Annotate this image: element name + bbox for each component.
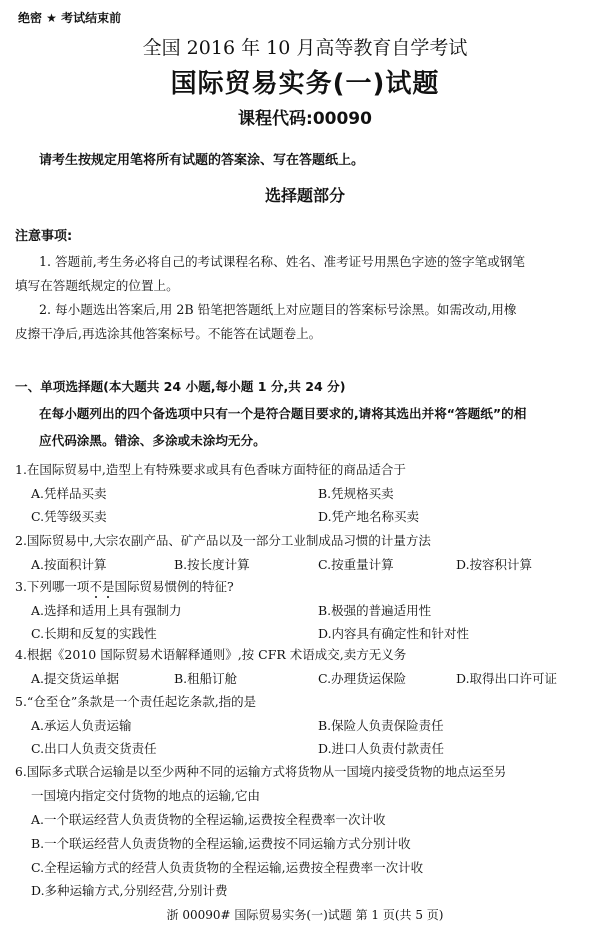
question-3-option-d: D.内容具有确定性和针对性 [318, 626, 470, 641]
question-3-stem [15, 577, 234, 595]
question-4-option-a: A.提交货运单据 [31, 671, 120, 686]
question-3-stem-part-a: 3.下列哪一项 [15, 579, 90, 594]
question-2-stem: 2.国际贸易中,大宗农副产品、矿产品以及一部分工业制成品习惯的计量方法 [15, 533, 431, 548]
question-3-stem-part-b: 国际贸易惯例的特征? [114, 579, 234, 594]
question-5-option-a: A.承运人负责运输 [31, 718, 132, 733]
secrecy-label: 绝密 ★ 考试结束前 [18, 11, 122, 25]
note-item-1-line2: 填写在答题纸规定的位置上。 [15, 278, 179, 293]
question-4-stem: 4.根据《2010 国际贸易术语解释通则》,按 CFR 术语成交,卖方无义务 [15, 647, 407, 662]
question-3-emphasis-2: 是 [101, 579, 115, 594]
question-5-option-b: B.保险人负责保险责任 [318, 718, 444, 733]
question-6-option-a: A.一个联运经营人负责货物的全程运输,运费按全程费率一次计收 [31, 812, 386, 827]
question-2-option-d: D.按容积计算 [456, 557, 533, 572]
note-item-1-line1: 1. 答题前,考生务必将自己的考试课程名称、姓名、准考证号用黑色字迹的签字笔或钢笔 [39, 254, 525, 269]
exam-title: 全国 2016 年 10 月高等教育自学考试 [142, 37, 468, 59]
question-2-option-a: A.按面积计算 [31, 557, 107, 572]
question-4-option-d: D.取得出口许可证 [456, 671, 558, 686]
paper-title: 国际贸易实务(一)试题 [170, 69, 440, 99]
question-2-option-b: B.按长度计算 [174, 557, 250, 572]
question-1-option-d: D.凭产地名称买卖 [318, 509, 420, 524]
question-1-option-b: B.凭规格买卖 [318, 486, 394, 501]
question-6-option-c: C.全程运输方式的经营人负责货物的全程运输,运费按全程费率一次计收 [31, 860, 424, 875]
question-2-option-c: C.按重量计算 [318, 557, 394, 572]
question-3-option-c: C.长期和反复的实践性 [31, 626, 157, 641]
part1-desc-line2: 应代码涂黑。错涂、多涂或未涂均无分。 [39, 433, 266, 448]
question-1-option-c: C.凭等级买卖 [31, 509, 107, 524]
question-3-emphasis-1: 不 [89, 579, 102, 594]
question-5-option-c: C.出口人负责交货责任 [31, 741, 157, 756]
part1-heading: 一、单项选择题(本大题共 24 小题,每小题 1 分,共 24 分) [15, 379, 346, 394]
note-item-2-line2: 皮擦干净后,再选涂其他答案标号。不能答在试题卷上。 [15, 326, 322, 341]
question-1-stem: 1.在国际贸易中,造型上有特殊要求或具有色香味方面特征的商品适合于 [15, 462, 406, 477]
question-6-stem-line1: 6.国际多式联合运输是以至少两种不同的运输方式将货物从一国境内接受货物的地点运至另 [15, 765, 507, 779]
question-1-option-a: A.凭样品买卖 [31, 486, 107, 501]
note-item-2-line1: 2. 每小题选出答案后,用 2B 铅笔把答题纸上对应题目的答案标号涂黑。如需改动,用橡 [39, 302, 517, 317]
question-3-option-a: A.选择和适用上具有强制力 [31, 603, 182, 618]
question-6-option-d: D.多种运输方式,分别经营,分别计费 [31, 883, 228, 898]
section-title: 选择题部分 [264, 186, 345, 205]
question-4-option-c: C.办理货运保险 [318, 671, 407, 686]
course-code: 课程代码:00090 [238, 109, 372, 129]
page-footer: 浙 00090# 国际贸易实务(一)试题 第 1 页(共 5 页) [166, 908, 444, 922]
question-6-option-b: B.一个联运经营人负责货物的全程运输,运费按不同运输方式分别计收 [31, 836, 411, 851]
instruction-top: 请考生按规定用笔将所有试题的答案涂、写在答题纸上。 [39, 153, 365, 168]
question-5-stem: 5.“仓至仓”条款是一个责任起讫条款,指的是 [15, 694, 257, 709]
notes-heading: 注意事项: [15, 229, 73, 244]
question-5-option-d: D.进口人负责付款责任 [318, 741, 445, 756]
question-4-option-b: B.租船订舱 [174, 671, 238, 686]
question-6-stem-line2: 一国境内指定交付货物的地点的运输,它由 [31, 788, 260, 803]
part1-desc-line1: 在每小题列出的四个备选项中只有一个是符合题目要求的,请将其选出并将“答题纸”的相 [39, 406, 527, 421]
question-3-option-b: B.极强的普遍适用性 [318, 603, 432, 618]
